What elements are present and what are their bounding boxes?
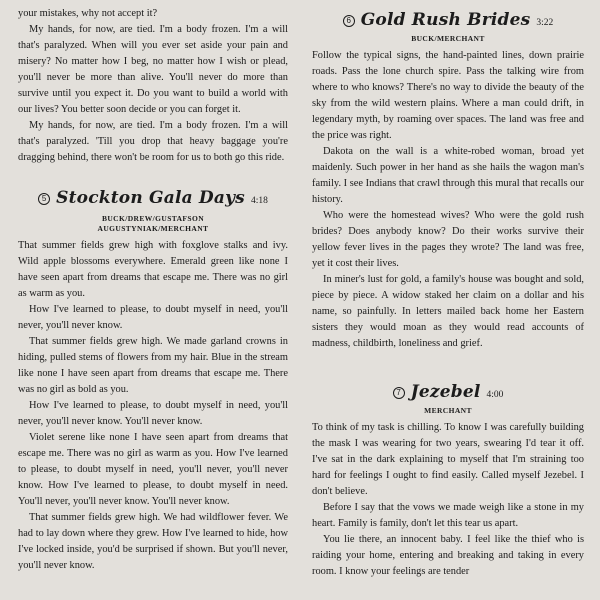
- song-header-stockton-gala-days: [18, 188, 288, 210]
- track-number-badge: 5: [38, 193, 50, 205]
- song-duration: 4:00: [486, 390, 504, 400]
- lyric-paragraph: My hands, for now, are tied. I'm a body frozen. I'm a will that's paralyzed. 'Till you drop that heavy baggage you're dragging behind, there won't be room for us to both go this ride.: [18, 120, 288, 163]
- song-title: Gold Rush Brides: [360, 10, 531, 30]
- lyric-paragraph: Violet serene like none I have seen apart from dreams that escape me. There was no girl as warm as you. How I've learned to please, to doubt myself in need, you'll never, you'll never know. How I've learned to please, to doubt myself in need. You'll never, you'll never know. You'll never know.: [18, 432, 288, 507]
- lyric-paragraph: To think of my task is chilling. To know I was carefully building the mask I was wearing for two years, swearing I'd tear it off. I've sat in the dark explaining to myself that I'm straining too hard for feelings I ought to find easily. Called myself Jezebel. I don't believe.: [312, 422, 584, 497]
- credits-line: BUCK/DREW/GUSTAFSON: [101, 214, 205, 223]
- song-duration: 3:22: [536, 18, 554, 28]
- song-header-jezebel: [312, 382, 584, 404]
- lyric-paragraph: How I've learned to please, to doubt myself in need, you'll never, you'll never know.: [18, 304, 288, 331]
- song-credits: [312, 34, 584, 44]
- lyric-paragraph: Who were the homestead wives? Who were the gold rush brides? Does anybody know? Do their works survive their yellow fever lives in the pages they wrote? The land was free, yet it cost their lives.: [312, 210, 584, 269]
- lyric-paragraph: Dakota on the wall is a white-robed woman, broad yet maidenly. Such power in her hand as she hails the wagon man's family. I see Indians that crawl through this mural that recalls our history.: [312, 146, 584, 205]
- lyric-paragraph: My hands, for now, are tied. I'm a body frozen. I'm a will that's paralyzed. When will you ever set aside your pain and misery? No matter how I beg, no matter how I wish or plead, you'll never be more than alive. You'll never do more than survive until you expect it. Do you want to build a world with our lives? You better soon decide or you can forget it.: [18, 24, 288, 115]
- credits-line: MERCHANT: [424, 406, 472, 415]
- lyric-paragraph: Follow the typical signs, the hand-painted lines, down prairie roads. Pass the lone church spire. Pass the talking wire from where to who knows? There's no way to divide the beauty of the sky from the wild western plains. Where a man could drift, in legendary myth, by roaming over spaces. The land was free and the price was right.: [312, 50, 584, 141]
- song-title: Jezebel: [410, 382, 481, 402]
- lyric-paragraph: Before I say that the vows we made weigh like a stone in my heart. Family is family, don't let this tear us apart.: [312, 502, 584, 529]
- left-column: [18, 6, 288, 574]
- lyric-paragraph: your mistakes, why not accept it?: [18, 8, 158, 19]
- right-column: [312, 10, 584, 580]
- lyric-paragraph: That summer fields grew high with foxglove stalks and ivy. Wild apple blossoms everywhere. Emerald green like none I have seen apart from dreams that escape me. There was no girl as warm as you.: [18, 240, 288, 299]
- track-number-badge: 7: [393, 387, 405, 399]
- song-title: Stockton Gala Days: [56, 188, 245, 208]
- song-credits: [312, 406, 584, 416]
- song-header-gold-rush-brides: [312, 10, 584, 32]
- lyric-paragraph: That summer fields grew high. We made garland crowns in hiding, pulled stems of flowers from my hair. Blue in the stream like none I have seen apart from dreams that escape me. There was no girl as bold as you.: [18, 336, 288, 395]
- song-credits: [18, 214, 288, 234]
- lyric-paragraph: In miner's lust for gold, a family's house was bought and sold, piece by piece. A widow staked her claim on a dollar and his name, so painfully. In letters mailed back home her Eastern sisters they would moan as they would read accounts of madness, childbirth, loneliness and grief.: [312, 274, 584, 349]
- track-number-badge: 6: [343, 15, 355, 27]
- credits-line: AUGUSTYNIAK/MERCHANT: [97, 224, 209, 233]
- song-duration: 4:18: [250, 196, 268, 206]
- lyric-paragraph: That summer fields grew high. We had wildflower fever. We had to lay down where they grew. How I've learned to hide, how I've locked inside, you'd be surprised if shown. But you'll never, you'll never know.: [18, 512, 288, 571]
- credits-line: BUCK/MERCHANT: [411, 34, 485, 43]
- lyric-paragraph: How I've learned to please, to doubt myself in need, you'll never, you'll never know. You'll never know.: [18, 400, 288, 427]
- lyric-paragraph: You lie there, an innocent baby. I feel like the thief who is raiding your home, entering and breaking and taking in every room. I know your feelings are tender: [312, 534, 584, 577]
